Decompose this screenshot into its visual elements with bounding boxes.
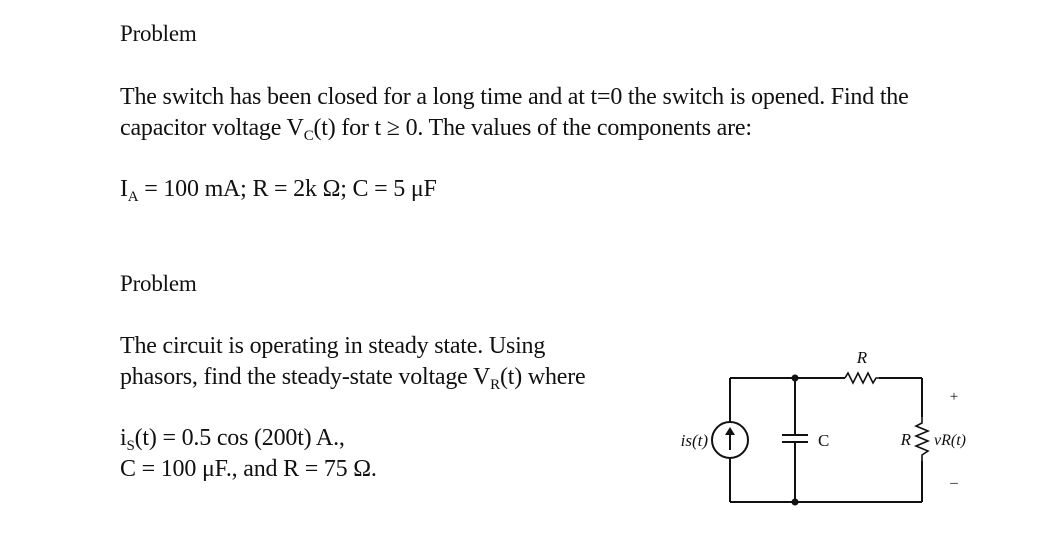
load-resistor-icon — [916, 417, 928, 461]
problem2-statement-line2 — [120, 364, 585, 391]
problem1-values-subscript: A — [127, 189, 139, 205]
junction-dot-bottom — [792, 499, 799, 506]
plus-sign: + — [949, 389, 959, 405]
output-voltage-label: vR(t) — [934, 432, 966, 449]
capacitor-label: C — [818, 431, 830, 450]
problem1-line2-prefix: capacitor voltage V — [120, 115, 304, 141]
source-label: is(t) — [680, 431, 708, 450]
problem1-statement-line1: The switch has been closed for a long time and at t=0 the switch is opened. Find the — [120, 84, 909, 110]
problem1-line2-suffix: (t) for t ≥ 0. The values of the components are: — [313, 115, 752, 141]
problem2-heading: Problem — [120, 271, 197, 296]
circuit-diagram — [660, 335, 1000, 520]
load-resistor-label: R — [900, 430, 911, 449]
junction-dot-top — [792, 375, 799, 382]
problem2-given-components: C = 100 μF., and R = 75 Ω. — [120, 456, 377, 482]
problem2-line2-suffix: (t) where — [499, 364, 586, 390]
problem2-statement-line1: The circuit is operating in steady state. Using — [120, 333, 546, 359]
problem1-component-values — [120, 176, 437, 203]
problem1-statement-line2 — [120, 115, 752, 142]
problem1-heading: Problem — [120, 21, 197, 46]
series-resistor-label: R — [856, 348, 868, 367]
problem1-values-prefix: I — [120, 176, 128, 202]
problem1-values-suffix: = 100 mA; R = 2k Ω; C = 5 μF — [138, 176, 437, 202]
problem2-given1-subscript: S — [126, 438, 135, 454]
problem2-given1-prefix: i — [120, 425, 127, 451]
minus-sign: – — [950, 475, 958, 491]
problem2-given-source — [120, 425, 345, 452]
problem1-line2-subscript: C — [303, 128, 314, 144]
problem2-line2-subscript: R — [490, 377, 500, 393]
problem2-given1-suffix: (t) = 0.5 cos (200t) A., — [134, 425, 345, 451]
problem2-line2-prefix: phasors, find the steady-state voltage V — [120, 364, 491, 390]
